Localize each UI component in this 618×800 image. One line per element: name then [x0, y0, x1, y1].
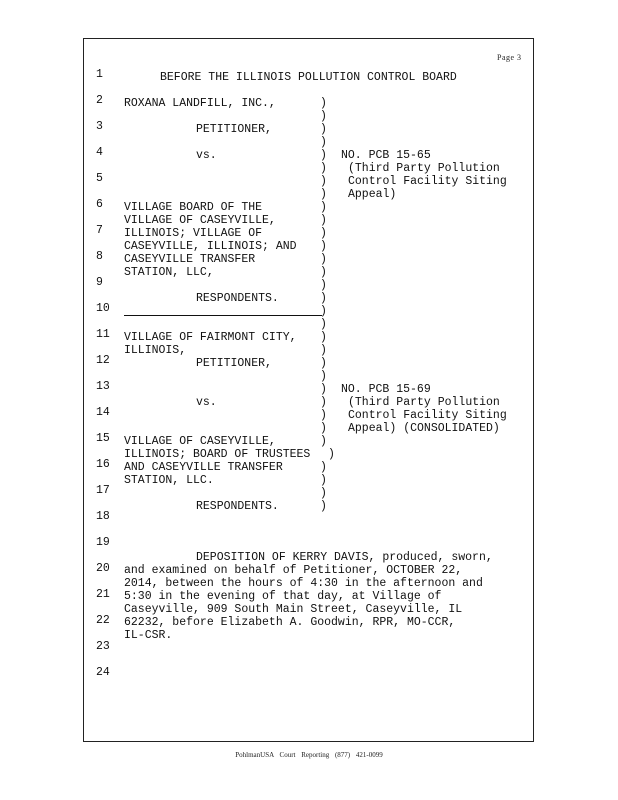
line-number: 23 [96, 640, 110, 653]
respondents-label: RESPONDENTS. [196, 500, 279, 513]
caption-paren: ) [320, 110, 327, 123]
caption-paren: ) [320, 136, 327, 149]
caption-paren: ) [320, 383, 327, 396]
petitioner-name: ILLINOIS, [124, 344, 187, 357]
caption-paren: ) [320, 214, 327, 227]
line-number: 17 [96, 484, 110, 497]
line-number: 13 [96, 380, 110, 393]
line-number: 20 [96, 562, 110, 575]
caption-paren: ) [320, 474, 327, 487]
deposition-line: and examined on behalf of Petitioner, OCTOBER 22, [124, 564, 463, 577]
line-number: 4 [96, 146, 103, 159]
line-number: 24 [96, 666, 110, 679]
caption-paren: ) [320, 396, 327, 409]
line-number: 22 [96, 614, 110, 627]
caption-paren: ) [320, 266, 327, 279]
line-number: 3 [96, 120, 103, 133]
petitioner-label: PETITIONER, [196, 123, 272, 136]
line-number: 5 [96, 172, 103, 185]
versus-label: vs. [196, 149, 217, 162]
petitioner-label: PETITIONER, [196, 357, 272, 370]
caption-paren: ) [320, 201, 327, 214]
respondent-line: VILLAGE OF CASEYVILLE, [124, 214, 276, 227]
line-number: 16 [96, 458, 110, 471]
respondent-line: CASEYVILLE TRANSFER [124, 253, 256, 266]
deposition-line: Caseyville, 909 South Main Street, Caseyville, IL [124, 603, 463, 616]
respondent-line: AND CASEYVILLE TRANSFER [124, 461, 283, 474]
caption-paren: ) [320, 188, 327, 201]
caption-paren: ) [320, 409, 327, 422]
line-number: 11 [96, 328, 110, 341]
case-number: NO. PCB 15-69 [341, 383, 431, 396]
case-type-line: Control Facility Siting [348, 175, 507, 188]
line-number: 10 [96, 302, 110, 315]
petitioner-name: ROXANA LANDFILL, INC., [124, 97, 276, 110]
case-type-line: Control Facility Siting [348, 409, 507, 422]
line-number: 6 [96, 198, 103, 211]
caption-paren: ) [328, 448, 335, 461]
caption-paren: ) [320, 292, 327, 305]
deposition-line: 2014, between the hours of 4:30 in the afternoon and [124, 577, 483, 590]
versus-label: vs. [196, 396, 217, 409]
line-number: 21 [96, 588, 110, 601]
respondent-line: ILLINOIS; BOARD OF TRUSTEES [124, 448, 311, 461]
caption-paren: ) [320, 318, 327, 331]
line-number: 8 [96, 250, 103, 263]
line-number: 14 [96, 406, 110, 419]
caption-paren: ) [320, 357, 327, 370]
caption-divider [124, 315, 322, 316]
line-number: 12 [96, 354, 110, 367]
case-number: NO. PCB 15-65 [341, 149, 431, 162]
respondent-line: VILLAGE OF CASEYVILLE, [124, 435, 276, 448]
line-number: 9 [96, 276, 103, 289]
caption-paren: ) [320, 175, 327, 188]
caption-paren: ) [320, 487, 327, 500]
case-type-line: (Third Party Pollution [348, 396, 500, 409]
caption-paren: ) [320, 253, 327, 266]
respondents-label: RESPONDENTS. [196, 292, 279, 305]
deposition-line: IL-CSR. [124, 629, 173, 642]
caption-paren: ) [320, 370, 327, 383]
caption-paren: ) [320, 344, 327, 357]
caption-paren: ) [320, 305, 327, 318]
respondent-line: CASEYVILLE, ILLINOIS; AND [124, 240, 297, 253]
caption-paren: ) [320, 331, 327, 344]
caption-paren: ) [320, 149, 327, 162]
deposition-line: 5:30 in the evening of that day, at Village of [124, 590, 442, 603]
line-number: 15 [96, 432, 110, 445]
case-type-line: Appeal) (CONSOLIDATED) [348, 422, 500, 435]
deposition-line: DEPOSITION OF KERRY DAVIS, produced, sworn, [196, 551, 493, 564]
caption-paren: ) [320, 240, 327, 253]
line-number: 1 [96, 68, 103, 81]
line-number: 7 [96, 224, 103, 237]
case-type-line: (Third Party Pollution [348, 162, 500, 175]
caption-paren: ) [320, 461, 327, 474]
caption-paren: ) [320, 279, 327, 292]
line-number: 2 [96, 94, 103, 107]
petitioner-name: VILLAGE OF FAIRMONT CITY, [124, 331, 297, 344]
deposition-line: 62232, before Elizabeth A. Goodwin, RPR, MO-CCR, [124, 616, 456, 629]
line-number: 19 [96, 536, 110, 549]
respondent-line: STATION, LLC, [124, 266, 214, 279]
board-title: BEFORE THE ILLINOIS POLLUTION CONTROL BOARD [160, 71, 457, 84]
caption-paren: ) [320, 435, 327, 448]
line-number: 18 [96, 510, 110, 523]
caption-paren: ) [320, 227, 327, 240]
caption-paren: ) [320, 422, 327, 435]
respondent-line: ILLINOIS; VILLAGE OF [124, 227, 263, 240]
caption-paren: ) [320, 162, 327, 175]
case-type-line: Appeal) [348, 188, 397, 201]
reporter-footer: PohlmanUSA Court Reporting (877) 421-0099 [235, 751, 383, 759]
caption-paren: ) [320, 500, 327, 513]
page-number: Page 3 [497, 53, 522, 62]
respondent-line: STATION, LLC. [124, 474, 214, 487]
caption-paren: ) [320, 97, 327, 110]
caption-paren: ) [320, 123, 327, 136]
respondent-line: VILLAGE BOARD OF THE [124, 201, 263, 214]
